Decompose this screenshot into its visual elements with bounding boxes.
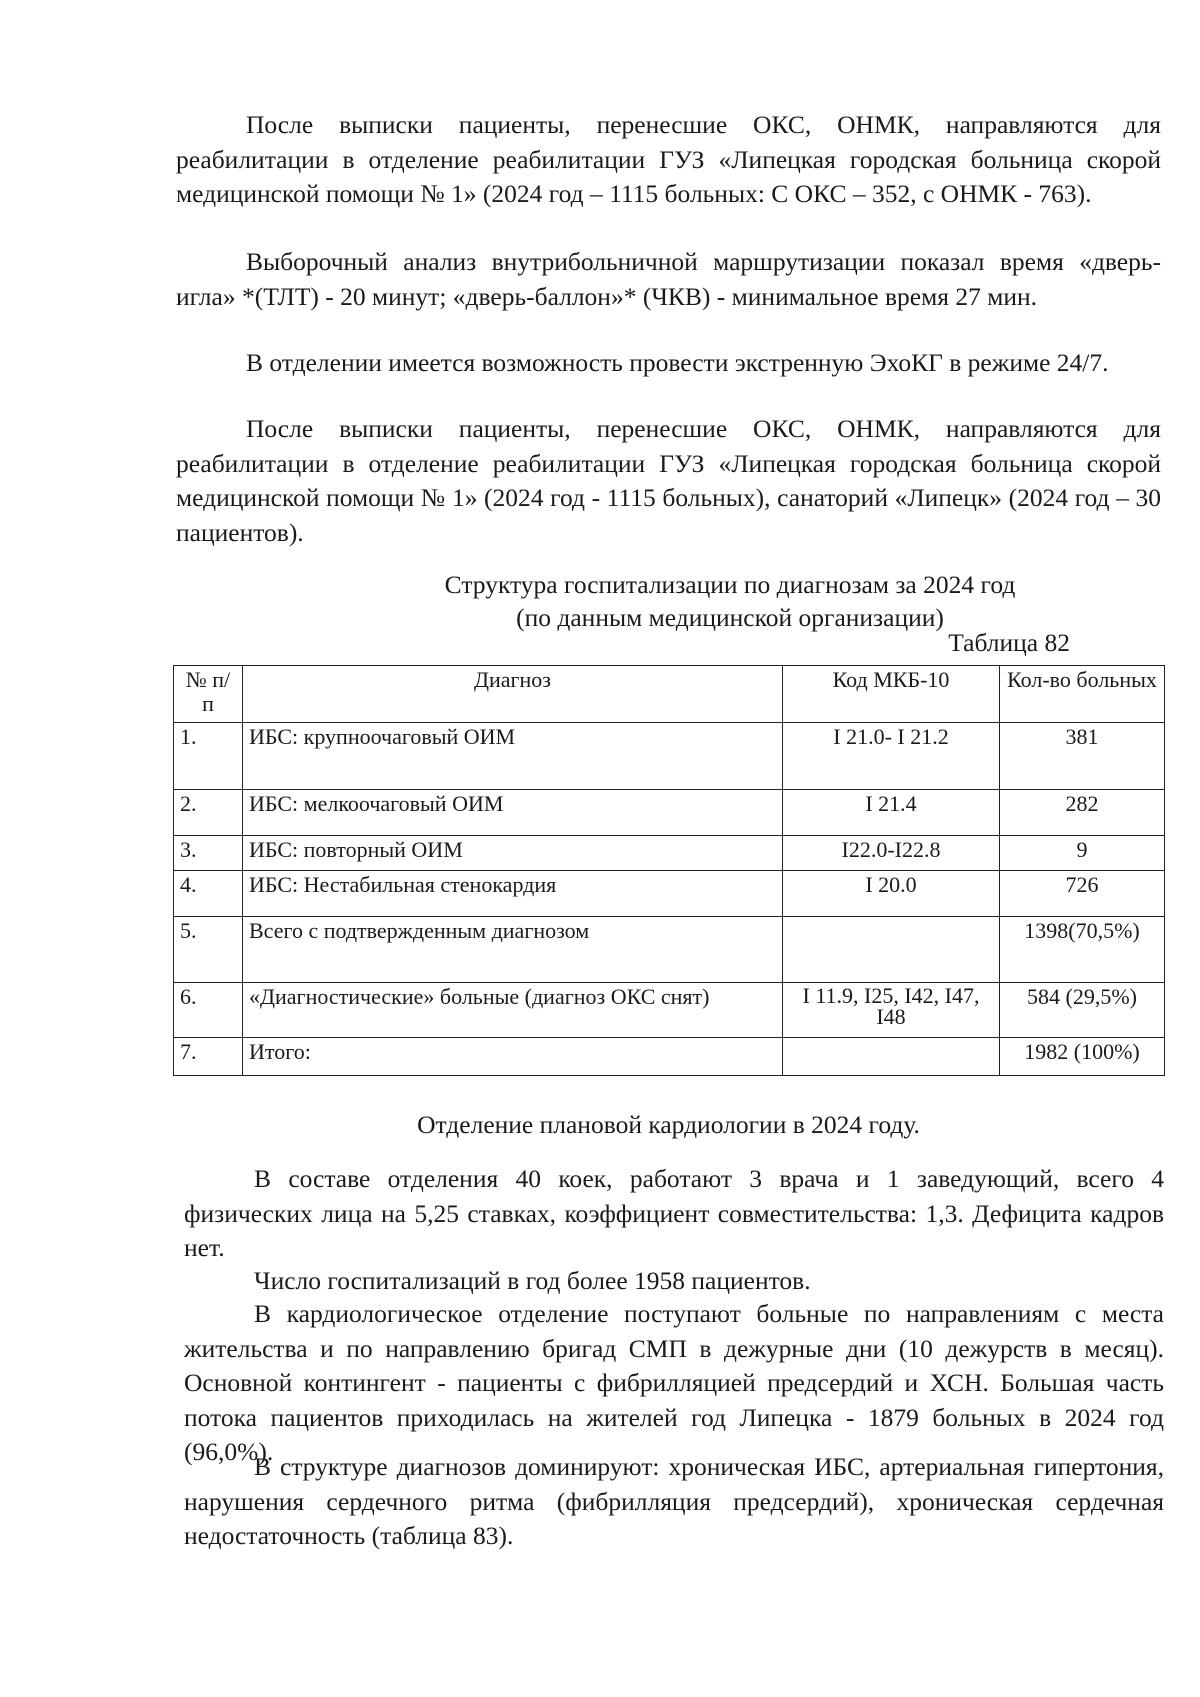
row-code [783, 917, 1000, 983]
table-number: Таблица 82 [948, 628, 1070, 657]
row-diagnosis: «Диагностические» больные (диагноз ОКС снят) [243, 983, 783, 1038]
paragraph-echo: В отделении имеется возможность провести экстренную ЭхоКГ в режиме 24/7. [246, 348, 1109, 377]
row-num: 4. [174, 871, 243, 917]
row-code: I 20.0 [783, 871, 1000, 917]
table-row [174, 871, 1165, 917]
paragraph-routing: Выборочный анализ внутрибольничной маршрутизации показал время «дверь-игла» *(ТЛТ) - 20 минут; «дверь-баллон»* (ЧКВ) - минимальное время 27 мин. [176, 247, 1161, 311]
row-code: I22.0-I22.8 [783, 836, 1000, 871]
row-code: I 21.0- I 21.2 [783, 723, 1000, 790]
row-count: 9 [1000, 836, 1165, 871]
row-count: 381 [1000, 723, 1165, 790]
row-num: 2. [174, 790, 243, 836]
header-code: Код МКБ-10 [783, 666, 1000, 723]
row-diagnosis: Итого: [243, 1038, 783, 1076]
table-row [174, 1038, 1165, 1076]
row-diagnosis: ИБС: мелкоочаговый ОИМ [243, 790, 783, 836]
table-row [174, 723, 1165, 790]
row-count: 282 [1000, 790, 1165, 836]
row-count: 1982 (100%) [1000, 1038, 1165, 1076]
paragraph-staff: В составе отделения 40 коек, работают 3 врача и 1 заведующий, всего 4 физических лица на 5,25 ставках, коэффициент совместительства: 1,3. Дефицита кадров нет. [184, 1164, 1164, 1262]
paragraph-referrals: В кардиологическое отделение поступают больные по направлениям с места жительства и по направлению бригад СМП в дежурные дни (10 дежурств в месяц). Основной контингент - пациенты с фибрилляцией предсердий и ХСН. Большая часть потока пациентов приходилась на жителей год Липецка - 1879 больных в 2024 год (96,0%). [184, 1299, 1164, 1466]
header-num: № п/п [174, 666, 243, 723]
paragraph-admissions: Число госпитализаций в год более 1958 пациентов. [254, 1266, 811, 1295]
row-code: I 21.4 [783, 790, 1000, 836]
row-num: 3. [174, 836, 243, 871]
section-heading: Отделение плановой кардиологии в 2024 году. [417, 1110, 920, 1139]
row-code: I 11.9, I25, I42, I47, I48 [783, 983, 1000, 1038]
table-row [174, 917, 1165, 983]
row-diagnosis: ИБС: Нестабильная стенокардия [243, 871, 783, 917]
table-title-line2: (по данным медицинской организации) [516, 603, 944, 632]
paragraph-rehab-2: После выписки пациенты, перенесшие ОКС, ОНМК, направляются для реабилитации в отделение реабилитации ГУЗ «Липецкая городская больница скорой медицинской помощи № 1» (2024 год - 1115 больных), санаторий «Липецк» (2024 год – 30 пациентов). [176, 414, 1161, 547]
paragraph-diagnoses: В структуре диагнозов доминируют: хроническая ИБС, артериальная гипертония, нарушения сердечного ритма (фибрилляция предсердий), хроническая сердечная недостаточность (таблица 83). [184, 1452, 1164, 1550]
header-diagnosis: Диагноз [243, 666, 783, 723]
row-diagnosis: ИБС: крупноочаговый ОИМ [243, 723, 783, 790]
paragraph-rehab-1: После выписки пациенты, перенесшие ОКС, ОНМК, направляются для реабилитации в отделение реабилитации ГУЗ «Липецкая городская больница скорой медицинской помощи № 1» (2024 год – 1115 больных: С ОКС – 352, с ОНМК - 763). [176, 110, 1161, 208]
row-count: 726 [1000, 871, 1165, 917]
row-count: 1398(70,5%) [1000, 917, 1165, 983]
row-code [783, 1038, 1000, 1076]
row-num: 7. [174, 1038, 243, 1076]
row-diagnosis: ИБС: повторный ОИМ [243, 836, 783, 871]
row-count: 584 (29,5%) [1000, 983, 1165, 1038]
table-row [174, 983, 1165, 1038]
hospitalization-table [173, 665, 1165, 1076]
row-diagnosis: Всего с подтвержденным диагнозом [243, 917, 783, 983]
row-num: 6. [174, 983, 243, 1038]
table-row [174, 790, 1165, 836]
table-row [174, 836, 1165, 871]
table-header-row [174, 666, 1165, 723]
row-num: 1. [174, 723, 243, 790]
table-title-line1: Структура госпитализации по диагнозам за 2024 год [444, 570, 1016, 599]
row-num: 5. [174, 917, 243, 983]
header-count: Кол-во больных [1000, 666, 1165, 723]
